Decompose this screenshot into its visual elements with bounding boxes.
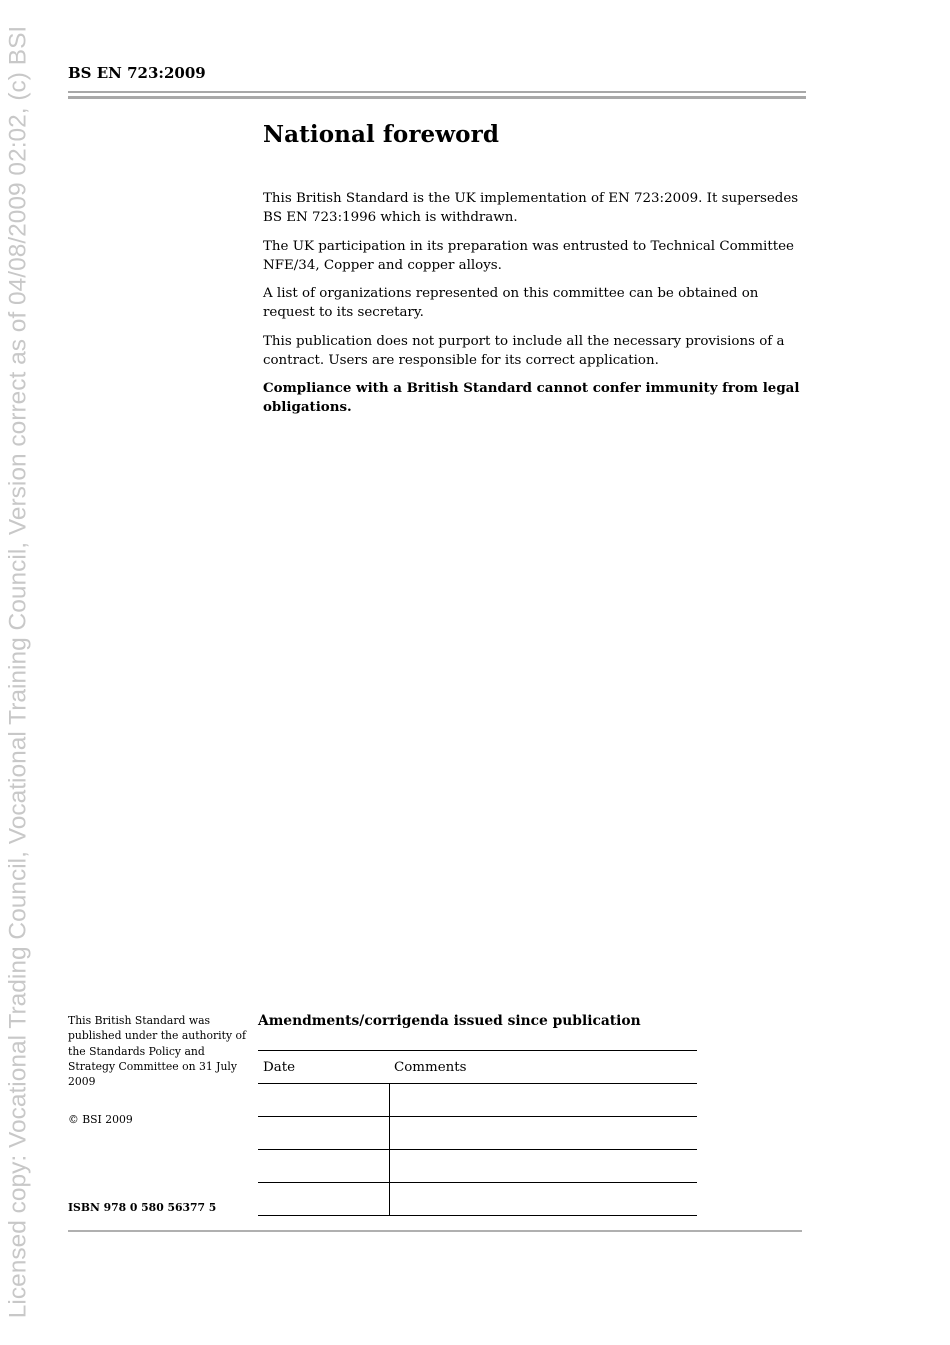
column-header-comments: Comments: [389, 1051, 697, 1084]
table-row: [258, 1117, 697, 1150]
isbn: ISBN 978 0 580 56377 5: [68, 1201, 217, 1214]
amendments-title: Amendments/corrigenda issued since publication: [258, 1013, 641, 1029]
compliance-statement: Compliance with a British Standard cannot confer immunity from legal obligations.: [263, 380, 800, 415]
header-rule-top: [68, 91, 806, 93]
column-header-date: Date: [258, 1051, 389, 1084]
paragraph-participation: The UK participation in its preparation was entrusted to Technical Committee NFE/34, Copper and copper alloys.: [263, 238, 794, 273]
date-cell: [258, 1084, 389, 1117]
license-watermark: Licensed copy: Vocational Trading Council, Vocational Training Council, Version correct as of 04/08/2009 02:02, (c) BSI: [4, 25, 32, 1319]
paragraph-implementation: This British Standard is the UK implementation of EN 723:2009. It supersedes BS EN 723:1996 which is withdrawn.: [263, 191, 799, 225]
comments-cell: [389, 1117, 697, 1150]
date-cell: [258, 1150, 389, 1183]
comments-cell: [389, 1150, 697, 1183]
paragraph-organizations: A list of organizations represented on this committee can be obtained on request to its secretary.: [263, 286, 759, 320]
table-row: [258, 1084, 697, 1117]
document-id: BS EN 723:2009: [68, 64, 206, 82]
comments-cell: [389, 1183, 697, 1216]
footer-rule: [68, 1230, 802, 1232]
page-title: National foreword: [263, 121, 500, 148]
table-row: [258, 1150, 697, 1183]
amendments-table: [258, 1050, 697, 1216]
table-row: [258, 1183, 697, 1216]
foreword-body: [263, 189, 808, 427]
copyright-notice: © BSI 2009: [68, 1113, 133, 1126]
paragraph-provisions: This publication does not purport to include all the necessary provisions of a contract. Users are responsible for its correct application.: [263, 333, 785, 368]
publication-note: This British Standard was published under the authority of the Standards Policy and Strategy Committee on 31 July 2009: [68, 1014, 246, 1089]
header-rule-bottom: [68, 96, 806, 99]
date-cell: [258, 1117, 389, 1150]
table-header-row: [258, 1051, 697, 1084]
date-cell: [258, 1183, 389, 1216]
comments-cell: [389, 1084, 697, 1117]
